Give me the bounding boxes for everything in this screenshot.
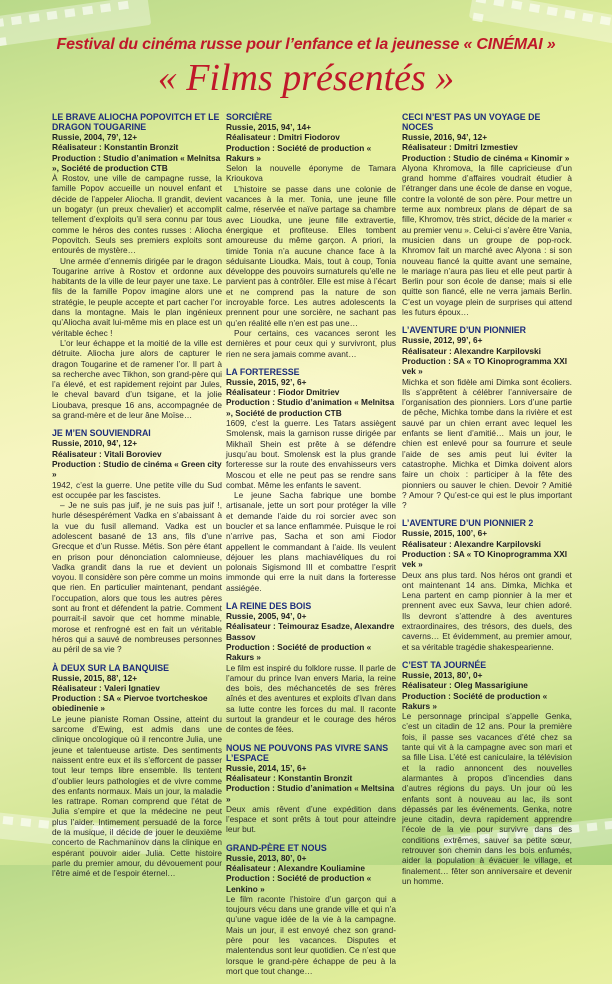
film-meta: Réalisateur : Valeri Ignatiev (52, 682, 160, 693)
film-description: Le personnage principal s’appelle Genka, c’est un citadin de 12 ans. Pour la première fois, il passe ses vacances d’été chez sa tante qui vit à la campagne avec son mari et sa fille Lisa. L’été est caniculaire, la télévision et la radio annoncent des nouvelles alarmantes à propos d’incendies dans d’autres régions du pays. Un jour où les enfants sont à nouveau au lac, ils sont dépassés par les événements. Genka, notre jeune citadin, devra rapidement apprendre l’école de la vie pour survivre dans des conditions extrêmes, sauver sa petite sœur, retrouver son chemin dans les bois enfumés, aider la population à évacuer le village, et finalement… fêter son anniversaire et devenir un homme. (402, 711, 572, 886)
film-meta: Russie, 2016, 94’, 12+ (402, 132, 488, 142)
film-title: CECI N’EST PAS UN VOYAGE DE NOCES (402, 112, 541, 132)
film-entry (226, 367, 396, 593)
film-meta: Réalisateur : Vitali Boroviev (52, 448, 162, 459)
film-description: – Je ne suis pas juif, je ne suis pas juif !, hurle désespérément Vadka en s’abaissant à la vue du fusil allemand. Vadka est un adolescent basané de 13 ans, fils d’une Grecque et d’un Russe. Métis. Son père étant en prison pour dénonciation calomnieuse, Vadka grandit dans la rue et devient un voyou. Il considère son père comme un moins que rien. En particulier maintenant, pendant l’occupation, alors que tous les autres pères sont au front et défendent la patrie. Comment pourrait-il savoir que cet homme minable, morose et renfrogné est en fait un véritable héros qui a sauvé de nombreuses personnes au péril de sa vie ? (52, 500, 222, 655)
film-meta: Réalisateur : Dmitri Izmestiev (402, 142, 518, 153)
film-meta: Russie, 2010, 94’, 12+ (52, 438, 138, 449)
film-entry (52, 428, 222, 654)
column-2 (226, 112, 396, 984)
film-title: C’EST TA JOURNÉE (402, 659, 487, 670)
film-meta: Réalisateur : Alexandre Karpilovski (402, 538, 541, 549)
film-entry (226, 601, 396, 735)
film-meta: Réalisateur : Alexandre Kouliamine (226, 863, 365, 873)
film-meta: Réalisateur : Fiodor Dmitriev (226, 387, 340, 398)
column-1 (52, 112, 222, 886)
film-meta: Production : SA « TO Kinoprogramma XXI vek » (402, 548, 568, 570)
film-meta: Production : SA « Piervoe tvortcheskoe obiedinenie » (52, 693, 208, 714)
film-meta: Russie, 2004, 79’, 12+ (52, 132, 138, 142)
film-meta: Production : Société de production « Rakurs » (226, 142, 372, 163)
film-description: Deux amis rêvent d’une expédition dans l’espace et sont prêts à tout pour atteindre leur but. (226, 803, 396, 835)
film-meta: Production : Studio de cinéma « Kinomir » (402, 152, 570, 163)
film-meta: Russie, 2015, 94’, 14+ (226, 122, 312, 132)
film-entry (402, 660, 572, 886)
film-description: Le jeune Sacha fabrique une bombe artisanale, jette un sort pour protéger la ville et demande l’aide du roi sorcier avec son boucler et sa lance enflammée. Puisque le roi n’arrive pas, Sacha et son ami Fiodor appellent le commandant à l’aide. Ils veulent déjouer les plans machiavéliques du roi polonais Sigismond III et combattre l’esprit immonde qui erre la nuit dans la forteresse assiégée. (226, 490, 396, 593)
film-meta: Production : Société de production « Rakurs » (226, 641, 372, 663)
film-meta: Russie, 2015, 92’, 6+ (226, 376, 307, 387)
film-meta: Production : Studio d’animation « Melnitsa », Société de production CTB (226, 397, 395, 418)
film-meta: Réalisateur : Alexandre Karpilovski (402, 345, 541, 356)
film-title: JE M’EN SOUVIENDRAI (52, 428, 151, 439)
film-entry (226, 112, 396, 359)
film-meta: Russie, 2015, 100’, 6+ (402, 528, 488, 539)
film-meta: Production : SA « TO Kinoprogramma XXI vek » (402, 355, 568, 377)
column-3 (402, 112, 572, 894)
film-entry (52, 112, 222, 420)
film-title: LE BRAVE ALIOCHA POPOVITCH ET LE DRAGON TOUGARINE (52, 112, 220, 132)
film-meta: Production : Société de production « Lenkino » (226, 873, 372, 894)
film-meta: Russie, 2014, 15’, 6+ (226, 762, 307, 773)
film-meta: Réalisateur : Dmitri Fiodorov (226, 132, 340, 143)
film-description: Le film est inspiré du folklore russe. Il parle de l’amour du prince Ivan envers Maria, la reine des bois, des méchancetés de ses frères aînés et des aventures et exploits d’Ivan dans sa lutte contre les forces du mal. Il raconte surtout la grandeur et le courage des héros de contes de fées. (226, 662, 396, 735)
film-entry (52, 663, 222, 879)
film-title: NOUS NE POUVONS PAS VIVRE SANS L’ESPACE (226, 742, 389, 763)
festival-title: Festival du cinéma russe pour l’enfance et la jeunesse « CINÉMAI » (56, 36, 556, 53)
film-description: Alyona Khromova, la fille capricieuse d’un grand homme d’affaires voudrait étudier à l’étranger dans une école de danse en vogue, contre la volonté de son père. Pour mettre un terme aux nombreux plans de départ de sa fille, Khromov, très strict, décide de la marier « au premier venu ». Celui-ci s’avère être Vania, musicien dans un groupe de pop-rock. Khromov fait un marché avec Alyona : si son nouveau fiancé la quitte avant une semaine, le mariage n’aura pas lieu et elle peut partir à Berlin pour son école de danse; mais si elle quitte son fiancé, elle ne verra jamais Berlin. C’est un voyage plein de surprises qui attend les futurs époux… (402, 162, 573, 318)
film-description: Selon la nouvelle éponyme de Tamara Krioukova (226, 163, 396, 184)
film-meta: Russie, 2013, 80’, 0+ (226, 852, 307, 863)
film-meta: Production : Studio d’animation « Melnitsa », Société de production CTB (52, 152, 221, 173)
film-entry (226, 743, 396, 835)
film-title: L’AVENTURE D’UN PIONNIER 2 (402, 518, 534, 529)
film-entry (402, 112, 572, 317)
film-meta: Russie, 2005, 94’, 0+ (226, 611, 307, 622)
film-title: LA FORTERESSE (226, 366, 300, 377)
film-meta: Russie, 2015, 88’, 12+ (52, 672, 138, 683)
film-description: Le jeune pianiste Roman Ossine, atteint du sarcome d’Ewing, est admis dans une clinique oncologique où il rencontre Julia, une jeune et talentueuse artiste. Des sentiments naissent entre eux et ils s’efforcent de passer tout leur temps libre ensemble. Ils tentent d’oublier leurs pathologies et de vivre comme des enfants normaux. Mais un jour, la maladie les rattrape. Roman comprend que l’état de Julia s’empire et que la médecine ne peut plus l’aider. Intimement persuadé de la force de la musique, il décide de jouer le deuxième concerto de Rachmaninov dans la clinique en espérant pouvoir aider Julia. Cette histoire parle du premier amour, du dévouement pour l’être aimé et de l’espoir éternel… (52, 713, 222, 879)
film-title: À DEUX SUR LA BANQUISE (52, 662, 169, 673)
section-title: « Films présentés » (157, 57, 455, 99)
film-description: Pour certains, ces vacances seront les dernières et pour ceux qui y survivront, plus rien ne sera jamais comme avant… (226, 327, 396, 359)
film-description: L’histoire se passe dans une colonie de vacances à la mer. Tonia, une jeune fille calme, réservée et naïve partage sa chambre avec Lioudka, une jeune fille extravertie, énergique et profiteuse. Elles tombent amoureuse du même garçon. A priori, la timide Tonia n’a aucune chance face à la séduisante Lioudka. Mais, tout à coup, Tonia développe des pouvoirs surnaturels qu’elle ne parvient pas à contrôler. Elle est mise à l’écart et ne comprend pas la nature de son incroyable force. Les autres adolescents la prennent pour une sorcière, ne sachant pas qu’en réalité elle n’en est pas une… (226, 183, 396, 328)
film-title: LA REINE DES BOIS (226, 601, 312, 612)
film-meta: Russie, 2013, 80’, 0+ (402, 669, 483, 680)
film-meta: Production : Studio d’animation « Meltsina » (226, 783, 395, 804)
film-meta: Réalisateur : Oleg Massarigiune (402, 680, 528, 691)
film-meta: Russie, 2012, 99’, 6+ (402, 335, 483, 346)
film-description: Une armée d’ennemis dirigée par le dragon Tougarine arrive à Rostov et ordonne aux habitants de la ville de leur payer une taxe. Le fils de la famille Popov imagine alors une stratégie, le peuple accepte et part cacher l’or dans la montagne. Mais le plan ingénieux qu’Aliocha avait lui-même mis en place est un véritable échec ! (52, 255, 222, 338)
film-entry (226, 843, 396, 977)
film-meta: Réalisateur : Konstantin Bronzit (52, 142, 179, 153)
film-entry (402, 518, 572, 652)
film-entry (402, 325, 572, 510)
film-description: À Rostov, une ville de campagne russe, la famille Popov accueille un nouvel enfant et décide de l’appeler Aliocha. Il grandit, devient un bogatyr (un preux chevalier) et accomplit tellement d’exploits qu’il sera connu par tous comme le héros des contes russes : Aliocha Popovitch. Seuls ses premiers exploits sont entourés de mystère… (52, 173, 222, 256)
film-meta: Réalisateur : Konstantin Bronzit (226, 772, 353, 783)
film-meta: Production : Société de production « Rakurs » (402, 690, 548, 711)
film-description: L’or leur échappe et la moitié de la ville est détruite. Aliocha jure alors de capturer le dragon Tougarine et de ramener l’or. Il part à sa recherche avec Tikhon, son grand-père qui l’a élevé, et est rapidement rejoint par Jules, le cheval bavard d’un tsigane, et la jolie Lioubava, presque 16 ans, accompagnée de sa grand-mère et de leur âne Moïse… (52, 337, 222, 421)
film-description: 1942, c’est la guerre. Une petite ville du Sud est occupée par les fascistes. (52, 479, 222, 500)
film-description: Le film raconte l’histoire d’un garçon qui a toujours vécu dans une grande ville et qui n’a qu’une vague idée de la vie à la campagne. Mais un jour, il est envoyé chez son grand-père pour les vacances. Disputes et malentendus sont leur quotidien. Ce n’est que lorsque le grand-père échappe de peu à la mort que tout change… (226, 893, 396, 976)
film-description: Michka et son fidèle ami Dimka sont écoliers. Ils s’apprêtent à célébrer l’anniversaire de l’organisation des pionniers. Lors d’une partie de pêche, Michka tombe dans la rivière et est sauvé par un chien errant avec lequel les enfants se lient d’amitié… Mais un jour, le chien est enlevé pour sa fourrure et seule l’aide de ses amis peut lui éviter la catastrophe. Michka et Dimka doivent alors faire un choix : participer à la fête des pionniers ou sauver le chien. Devoir ? Amitié ? Amour ? Qu’est-ce qui est le plus important ? (402, 376, 572, 511)
film-title: SORCIÈRE (226, 112, 272, 122)
film-description: Deux ans plus tard. Nos héros ont grandi et ont maintenant 14 ans. Dimka, Michka et Lena partent en camp pionnier à la mer et prennent avec eux Savva, leur chien adoré. Ils devront s’attendre à des aventures extraordinaires, des trésors, des duels, des caverns… Et évidemment, au premier amour, et sa véritable tragédie shakespearienne. (402, 569, 572, 652)
film-title: GRAND-PÈRE ET NOUS (226, 842, 327, 853)
film-meta: Production : Studio de cinéma « Green city » (52, 458, 222, 480)
film-meta: Réalisateur : Teimouraz Esadze, Alexandre Bassov (226, 621, 395, 642)
film-title: L’AVENTURE D’UN PIONNIER (402, 325, 526, 336)
film-description: 1609, c’est la guerre. Les Tatars assiègent Smolensk, mais la garnison russe dirigée par Mikhaïl Shein est prête à se défendre jusqu’au bout. Smolensk est la plus grande forteresse sur la route des envahisseurs vers Moscou et elle ne peut pas se rendre sans combat. Même les enfants le savent. (226, 418, 396, 490)
